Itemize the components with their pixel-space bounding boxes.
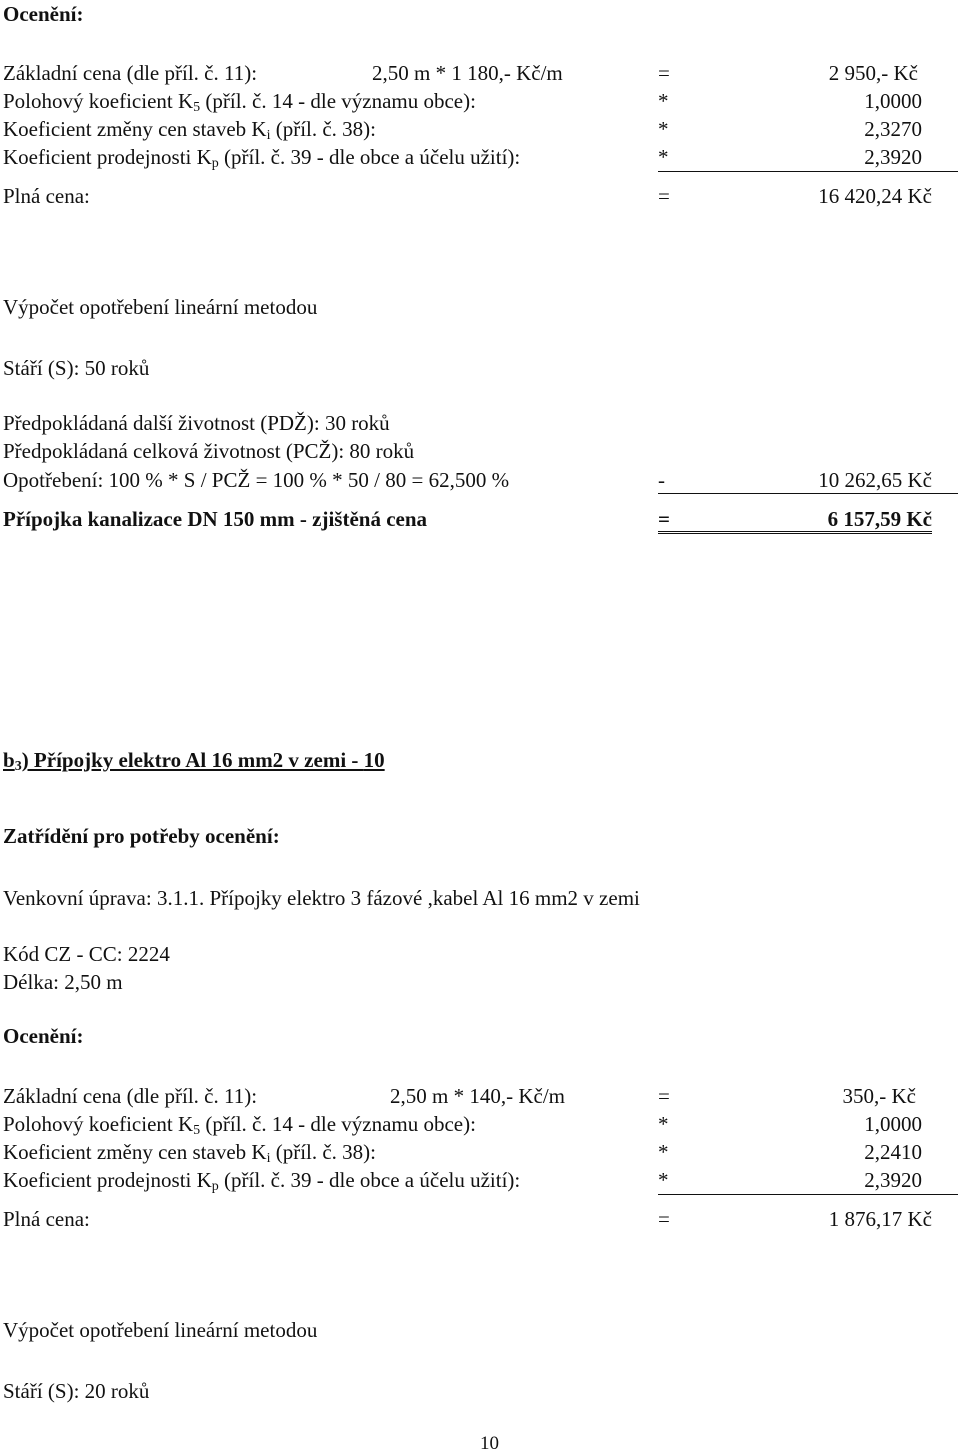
- position-coef-op-1: *: [658, 89, 669, 113]
- valuation-heading-1: Ocenění:: [3, 2, 84, 26]
- position-coef-label-1: Polohový koeficient $K_5$ (příl. č. 14 - dle významu obce):: [3, 89, 476, 115]
- change-coef-value-2: 2,2410: [864, 1140, 922, 1164]
- base-price-calc-2: 2,50 m * 140,- Kč/m: [390, 1084, 565, 1108]
- section-title: $b_3$) Přípojky elektro Al 16 mm2 v zemi - 10: [3, 748, 385, 774]
- change-coef-op-2: *: [658, 1140, 669, 1164]
- wear-method-title-1: Výpočet opotřebení lineární metodou: [3, 295, 318, 319]
- valuation-heading-2: Ocenění:: [3, 1024, 84, 1048]
- base-price-value-2: 350,- Kč: [842, 1084, 916, 1108]
- full-price-label-2: Plná cena:: [3, 1207, 90, 1231]
- wear-method-title-2: Výpočet opotřebení lineární metodou: [3, 1318, 318, 1342]
- full-price-value-2: 1 876,17 Kč: [828, 1207, 932, 1231]
- position-coef-op-2: *: [658, 1112, 669, 1136]
- age-2: Stáří (S): 20 roků: [3, 1379, 150, 1403]
- cz-cc-code: Kód CZ - CC: 2224: [3, 942, 170, 966]
- subtotal-rule-1: [658, 171, 958, 172]
- result-label: Přípojka kanalizace DN 150 mm - zjištěná cena: [3, 507, 428, 531]
- result-value: 6 157,59 Kč: [827, 507, 932, 531]
- change-coef-op-1: *: [658, 117, 669, 141]
- wear-calc: Opotřebení: 100 % * S / PCŽ = 100 % * 50 / 80 = 62,500 %: [3, 468, 510, 492]
- position-coef-value-2: 1,0000: [864, 1112, 922, 1136]
- result-op: =: [658, 507, 670, 531]
- full-price-value-1: 16 420,24 Kč: [818, 184, 932, 208]
- change-coef-value-1: 2,3270: [864, 117, 922, 141]
- base-price-label-1: Základní cena (dle příl. č. 11):: [3, 61, 258, 85]
- change-coef-label-2: Koeficient změny cen staveb $K_i$ (příl. č. 38):: [3, 1140, 377, 1166]
- sale-coef-value-1: 2,3920: [864, 145, 922, 169]
- position-coef-value-1: 1,0000: [864, 89, 922, 113]
- wear-value: 10 262,65 Kč: [818, 468, 932, 492]
- outdoor-item: Venkovní úprava: 3.1.1. Přípojky elektro 3 fázové ,kabel Al 16 mm2 v zemi: [3, 886, 640, 910]
- full-price-op-2: =: [658, 1207, 670, 1231]
- base-price-calc-1: 2,50 m * 1 180,- Kč/m: [372, 61, 563, 85]
- subtotal-rule-2: [658, 1194, 958, 1195]
- position-coef-label-2: Polohový koeficient $K_5$ (příl. č. 14 - dle významu obce):: [3, 1112, 476, 1138]
- sale-coef-label-1: Koeficient prodejnosti $K_p$ (příl. č. 39 - dle obce a účelu užití):: [3, 145, 521, 171]
- base-price-value-1: 2 950,- Kč: [828, 61, 918, 85]
- result-row-right: [658, 509, 932, 534]
- wear-rule: [658, 493, 958, 494]
- page-number: 10: [480, 1433, 499, 1454]
- age-1: Stáří (S): 50 roků: [3, 356, 150, 380]
- full-price-op-1: =: [658, 184, 670, 208]
- base-price-label-2: Základní cena (dle příl. č. 11):: [3, 1084, 258, 1108]
- total-life: Předpokládaná celková životnost (PCŽ): 80 roků: [3, 439, 415, 463]
- sale-coef-value-2: 2,3920: [864, 1168, 922, 1192]
- change-coef-label-1: Koeficient změny cen staveb $K_i$ (příl. č. 38):: [3, 117, 377, 143]
- sale-coef-op-2: *: [658, 1168, 669, 1192]
- full-price-label-1: Plná cena:: [3, 184, 90, 208]
- base-price-op-1: =: [658, 61, 670, 85]
- remaining-life: Předpokládaná další životnost (PDŽ): 30 roků: [3, 411, 390, 435]
- sale-coef-label-2: Koeficient prodejnosti $K_p$ (příl. č. 39 - dle obce a účelu užití):: [3, 1168, 521, 1194]
- sale-coef-op-1: *: [658, 145, 669, 169]
- wear-op: -: [658, 468, 665, 492]
- classification-heading: Zatřídění pro potřeby ocenění:: [3, 824, 280, 848]
- length: Délka: 2,50 m: [3, 970, 123, 994]
- base-price-op-2: =: [658, 1084, 670, 1108]
